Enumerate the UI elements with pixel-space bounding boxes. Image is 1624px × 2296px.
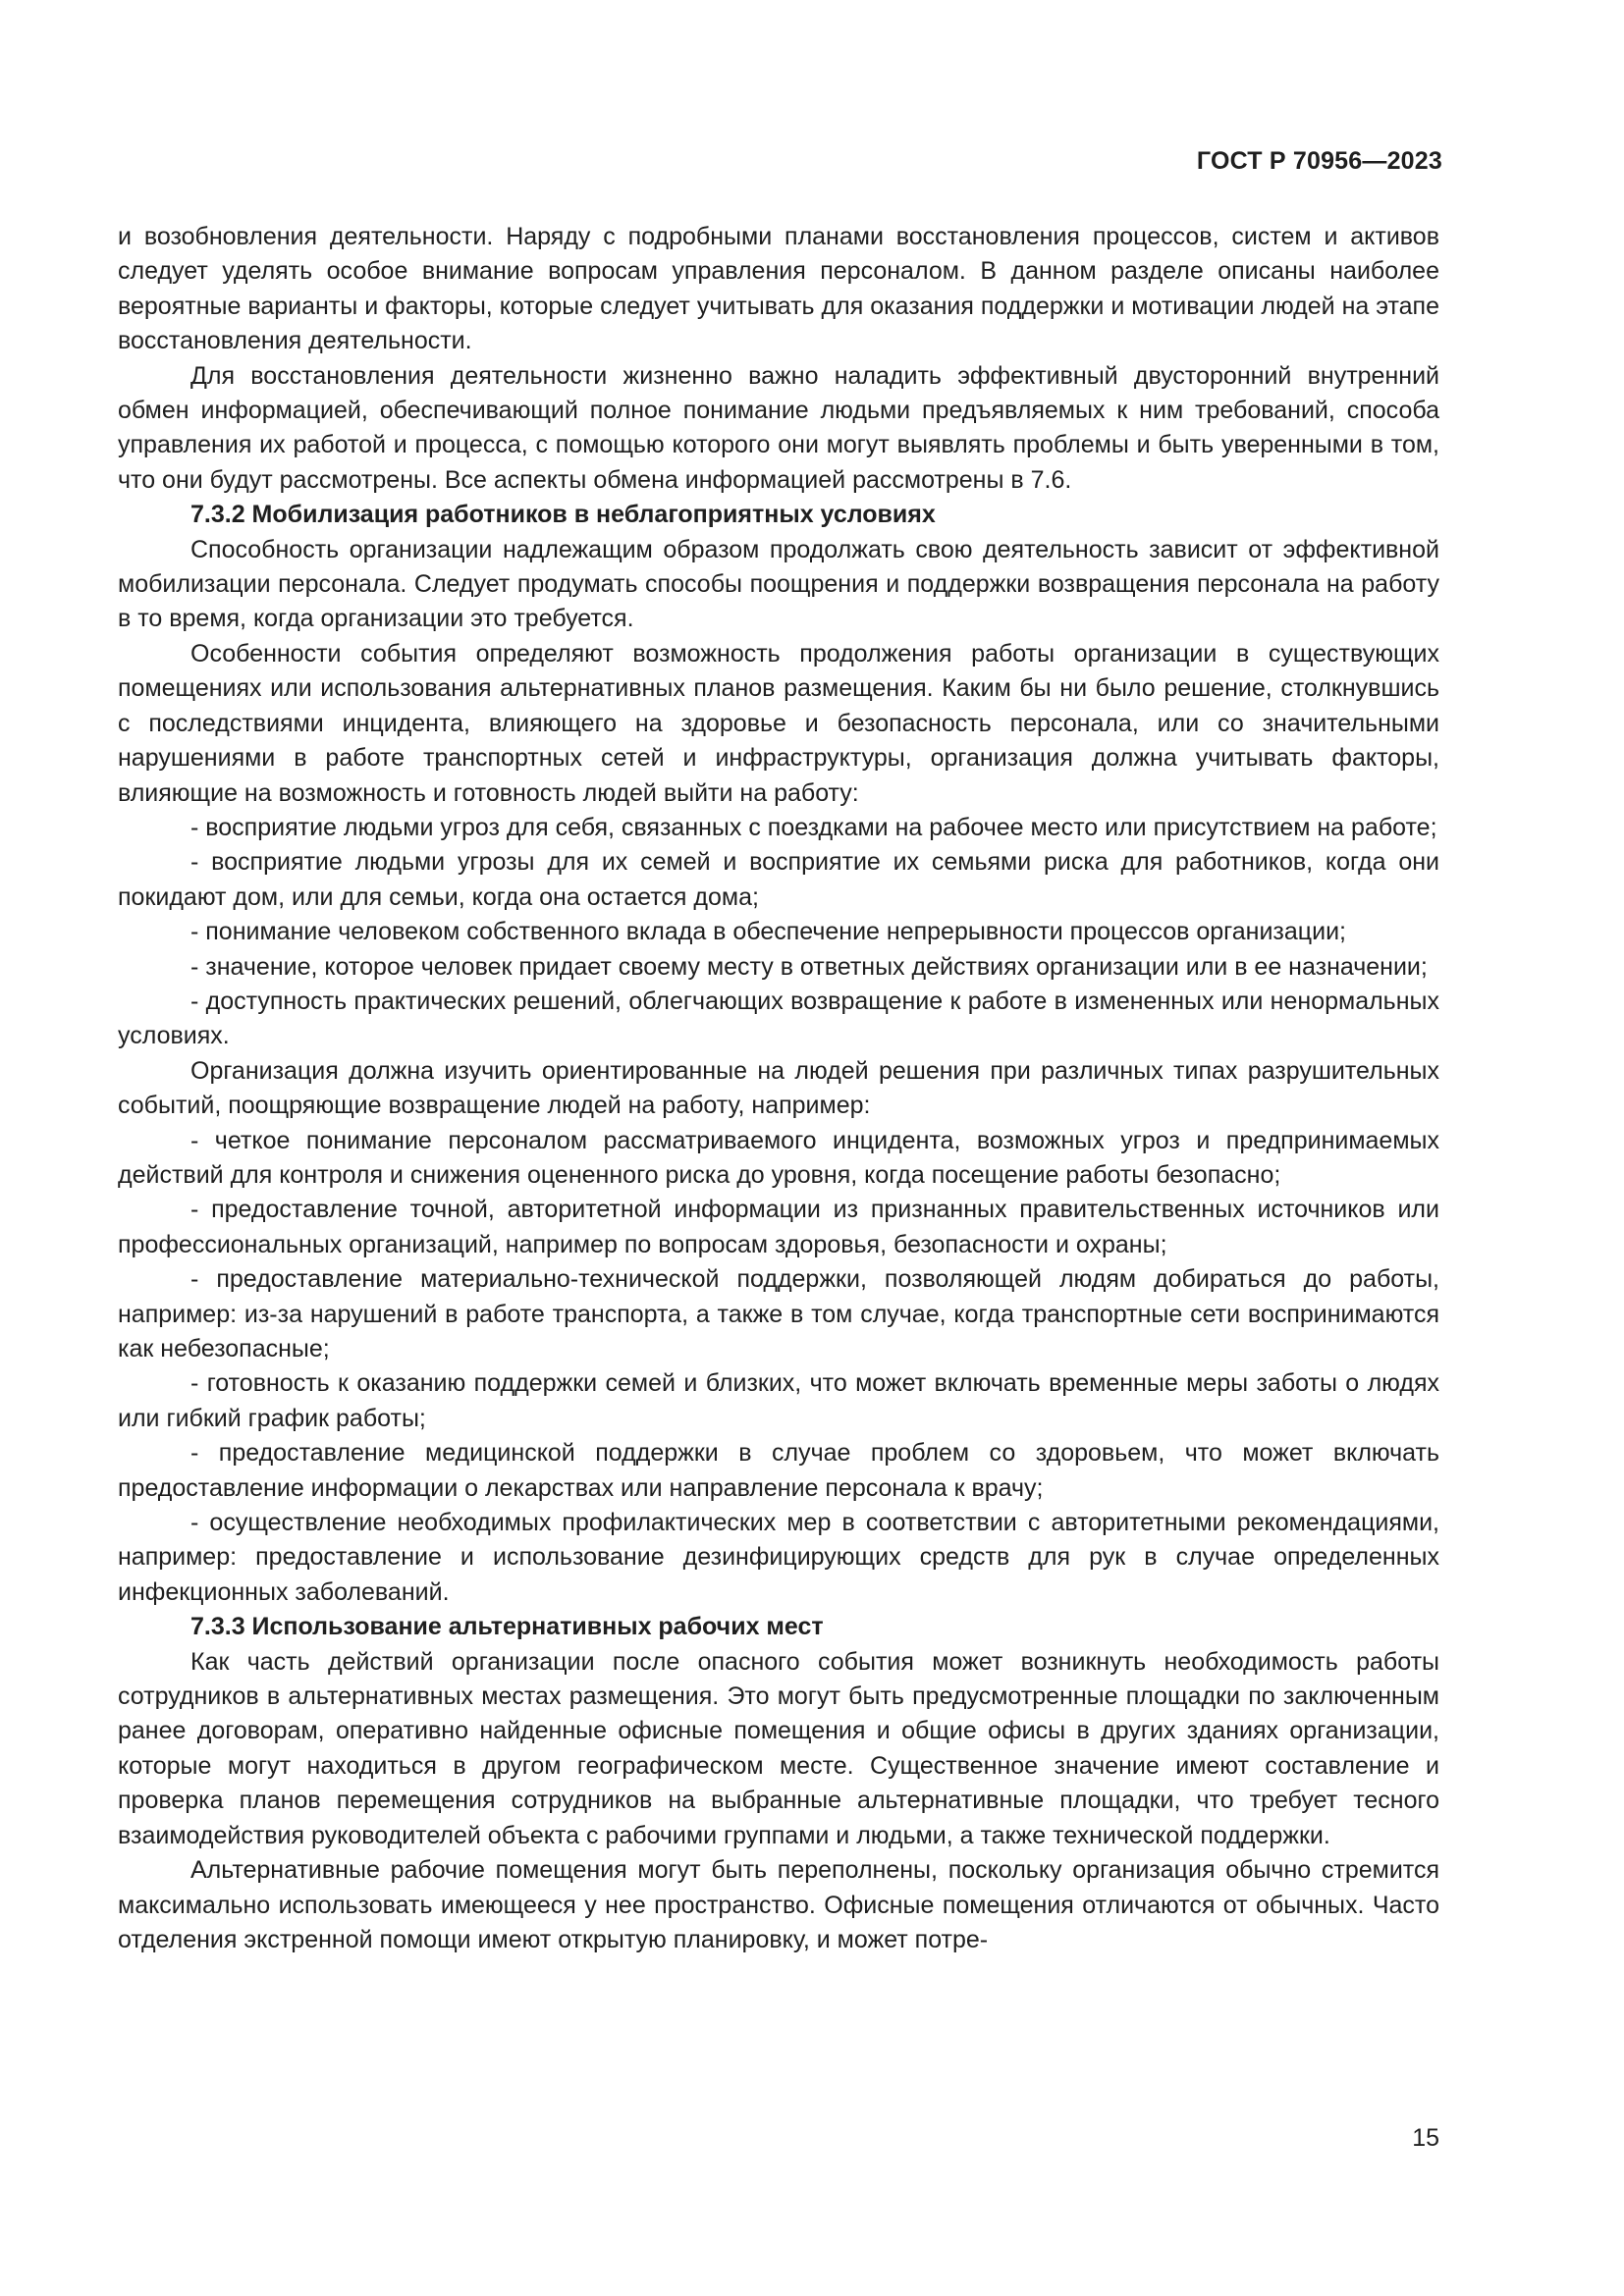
- paragraph: Организация должна изучить ориентированные на людей решения при различных типах разрушительных событий, поощряющие возвращение людей на работу, например:: [118, 1056, 1439, 1120]
- paragraph: Как часть действий организации после опасного события может возникнуть необходимость работы сотрудников в альтернативных местах размещения. Это могут быть предусмотренные площадки по заключенным ранее договорам, оперативно найденные офисные помещения и общие офисы в других зданиях организации, которые могут находиться в другом географическом месте. Существенное значение имеют составление и проверка планов перемещения сотрудников на выбранные альтернативные площадки, что требует тесного взаимодействия руководителей объекта с рабочими группами и людьми, а также технической поддержки.: [118, 1647, 1439, 1849]
- list-item: - предоставление точной, авторитетной информации из признанных правительственных источников или профессиональных организаций, например по вопросам здоровья, безопасности и охраны;: [118, 1196, 1439, 1258]
- list-item: - доступность практических решений, облегчающих возвращение к работе в измененных или ненормальных условиях.: [118, 987, 1439, 1050]
- paragraph: Для восстановления деятельности жизненно важно наладить эффективный двусторонний внутренний обмен информацией, обеспечивающий полное понимание людьми предъявляемых к ним требований, способа управления их работой и процесса, с помощью которого они могут выявлять проблемы и быть уверенными в том, что они будут рассмотрены. Все аспекты обмена информацией рассмотрены в 7.6.: [118, 361, 1439, 494]
- section-heading-7-3-2: 7.3.2 Мобилизация работников в неблагоприятных условиях: [190, 501, 936, 529]
- list-item: - восприятие людьми угрозы для их семей и восприятие их семьями риска для работников, когда они покидают дом, или для семьи, когда она остается дома;: [118, 848, 1439, 911]
- paragraph: Способность организации надлежащим образом продолжать свою деятельность зависит от эффективной мобилизации персонала. Следует продумать способы поощрения и поддержки возвращения персонала на работу в то время, когда организации это требуется.: [118, 535, 1439, 633]
- section-heading-7-3-3: 7.3.3 Использование альтернативных рабочих мест: [190, 1613, 824, 1641]
- list-item: - четкое понимание персоналом рассматриваемого инцидента, возможных угроз и предпринимаемых действий для контроля и снижения оцененного риска до уровня, когда посещение работы безопасно;: [118, 1126, 1439, 1189]
- paragraph: Альтернативные рабочие помещения могут быть переполнены, поскольку организация обычно стремится максимально использовать имеющееся у нее пространство. Офисные помещения отличаются от обычных. Часто отделения экстренной помощи имеют открытую планировку, и может потре-: [118, 1856, 1439, 1953]
- list-item: - готовность к оказанию поддержки семей и близких, что может включать временные меры заботы о людях или гибкий график работы;: [118, 1369, 1439, 1432]
- page-number: 15: [1412, 2124, 1439, 2152]
- list-item: - понимание человеком собственного вклада в обеспечение непрерывности процессов организации;: [190, 918, 1346, 946]
- list-item: - значение, которое человек придает своему месту в ответных действиях организации или в ее назначении;: [190, 952, 1428, 981]
- paragraph: Особенности события определяют возможность продолжения работы организации в существующих помещениях или использования альтернативных планов размещения. Каким бы ни было решение, столкнувшись с последствиями инцидента, влияющего на здоровье и безопасность персонала, или со значительными нарушениями в работе транспортных сетей и инфраструктуры, организация должна учитывать факторы, влияющие на возможность и готовность людей выйти на работу:: [118, 639, 1439, 807]
- list-item: - предоставление медицинской поддержки в случае проблем со здоровьем, что может включать предоставление информации о лекарствах или направление персонала к врачу;: [118, 1439, 1439, 1502]
- list-item: - предоставление материально-технической поддержки, позволяющей людям добираться до работы, например: из-за нарушений в работе транспорта, а также в том случае, когда транспортные сети воспринимаются как небезопасные;: [118, 1265, 1439, 1362]
- document-body: [118, 220, 1439, 1957]
- document-code-header: ГОСТ Р 70956—2023: [1196, 147, 1442, 175]
- list-item: - осуществление необходимых профилактических мер в соответствии с авторитетными рекомендациями, например: предоставление и использование дезинфицирующих средств для рук в случае определенных инфекционных заболеваний.: [118, 1509, 1439, 1606]
- paragraph-continuation: и возобновления деятельности. Наряду с подробными планами восстановления процессов, систем и активов следует уделять особое внимание вопросам управления персоналом. В данном разделе описаны наиболее вероятные варианты и факторы, которые следует учитывать для оказания поддержки и мотивации людей на этапе восстановления деятельности.: [118, 223, 1439, 355]
- list-item: - восприятие людьми угроз для себя, связанных с поездками на рабочее место или присутствием на работе;: [190, 813, 1437, 841]
